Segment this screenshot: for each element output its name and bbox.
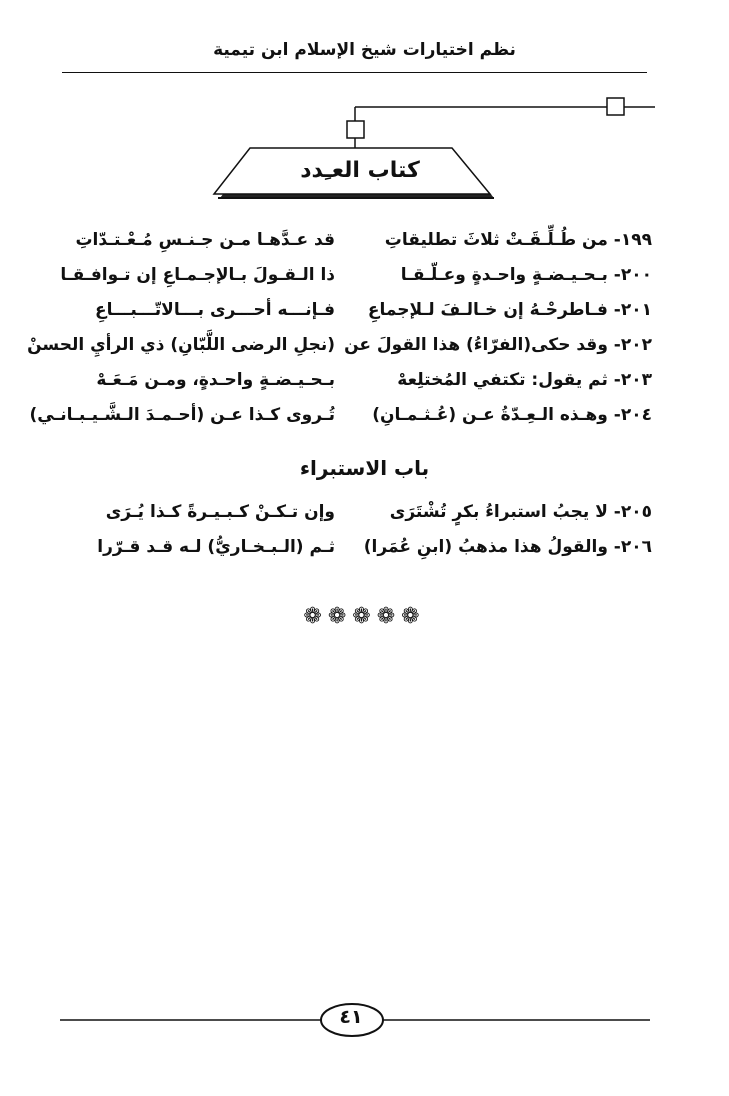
verse-row	[60, 502, 652, 536]
verse-first-hemistich: ٢٠٦- والقولُ هذا مذهبُ (ابنِ عُمَرا)	[363, 537, 652, 557]
verse-first-hemistich: ٢٠٢- وقد حكى(الفرّاءُ) هذا القولَ عن	[344, 335, 652, 355]
verse-row	[60, 230, 652, 264]
verse-row	[60, 265, 652, 299]
verse-second-hemistich: وإن تـكـنْ كـبـيـرةً كـذا يُـرَى	[105, 502, 335, 522]
verse-second-hemistich: تُـروى كـذا عـن (أحـمـدَ الـشَّـيـبـانـي)	[29, 405, 335, 425]
flower-ornament-divider: ❁❁❁❁❁	[303, 604, 426, 629]
header-rule	[62, 72, 647, 73]
verse-row	[60, 300, 652, 334]
verse-first-hemistich: ٢٠٥- لا يجبُ استبراءُ بكرٍ تُشْتَرَى	[389, 502, 652, 522]
verse-first-hemistich: ٢٠٣- ثم يقول: تكتفي المُختلِعهْ	[397, 370, 652, 390]
verse-first-hemistich: ٢٠٠- بـحـيـضـةٍ واحـدةٍ وعـلّـقـا	[400, 265, 652, 285]
chapter-title: كتاب العـِدد	[300, 158, 420, 183]
running-header-title: نظم اختيارات شيخ الإسلام ابن تيمية	[213, 40, 516, 60]
chapter-title-frame	[210, 90, 670, 210]
connector-box-center	[347, 121, 364, 138]
verse-row	[27, 335, 652, 369]
verse-first-hemistich: ١٩٩- من طُـلِّـقَـتْ ثلاثَ تطليقاتِ	[384, 230, 652, 250]
verse-second-hemistich: ثـم (الـبـخـاريُّ) لـه قـد قـرّرا	[97, 537, 335, 557]
verse-second-hemistich: فـإنـــه أحـــرى بـــالاتّـــبـــاعِ	[95, 300, 335, 320]
connector-box-right	[607, 98, 624, 115]
verse-first-hemistich: ٢٠١- فـاطرحْـهُ إن خـالـفَ لـلإجماعِ	[367, 300, 652, 320]
verse-row	[29, 405, 652, 439]
verse-first-hemistich: ٢٠٤- وهـذه الـعِـدّةُ عـن (عُـثـمـانِ)	[372, 405, 652, 425]
verse-second-hemistich: (نجلِ الرضى اللَّبّانِ) ذي الرأيِ الحسنْ	[27, 335, 335, 355]
verse-second-hemistich: ذا الـقـولَ بـالإجـمـاعِ إن تـوافـقـا	[60, 265, 335, 285]
verse-row	[60, 370, 652, 404]
page-number: ٤١	[339, 1006, 363, 1028]
section-heading: باب الاستبراء	[299, 456, 430, 480]
verse-second-hemistich: بـحـيـضـةٍ واحـدةٍ، ومـن مَـعَـهْ	[96, 370, 335, 390]
verse-second-hemistich: قد عـدَّهـا مـن جـنـسِ مُـعْـتـدّاتِ	[75, 230, 335, 250]
verse-row	[60, 537, 652, 571]
